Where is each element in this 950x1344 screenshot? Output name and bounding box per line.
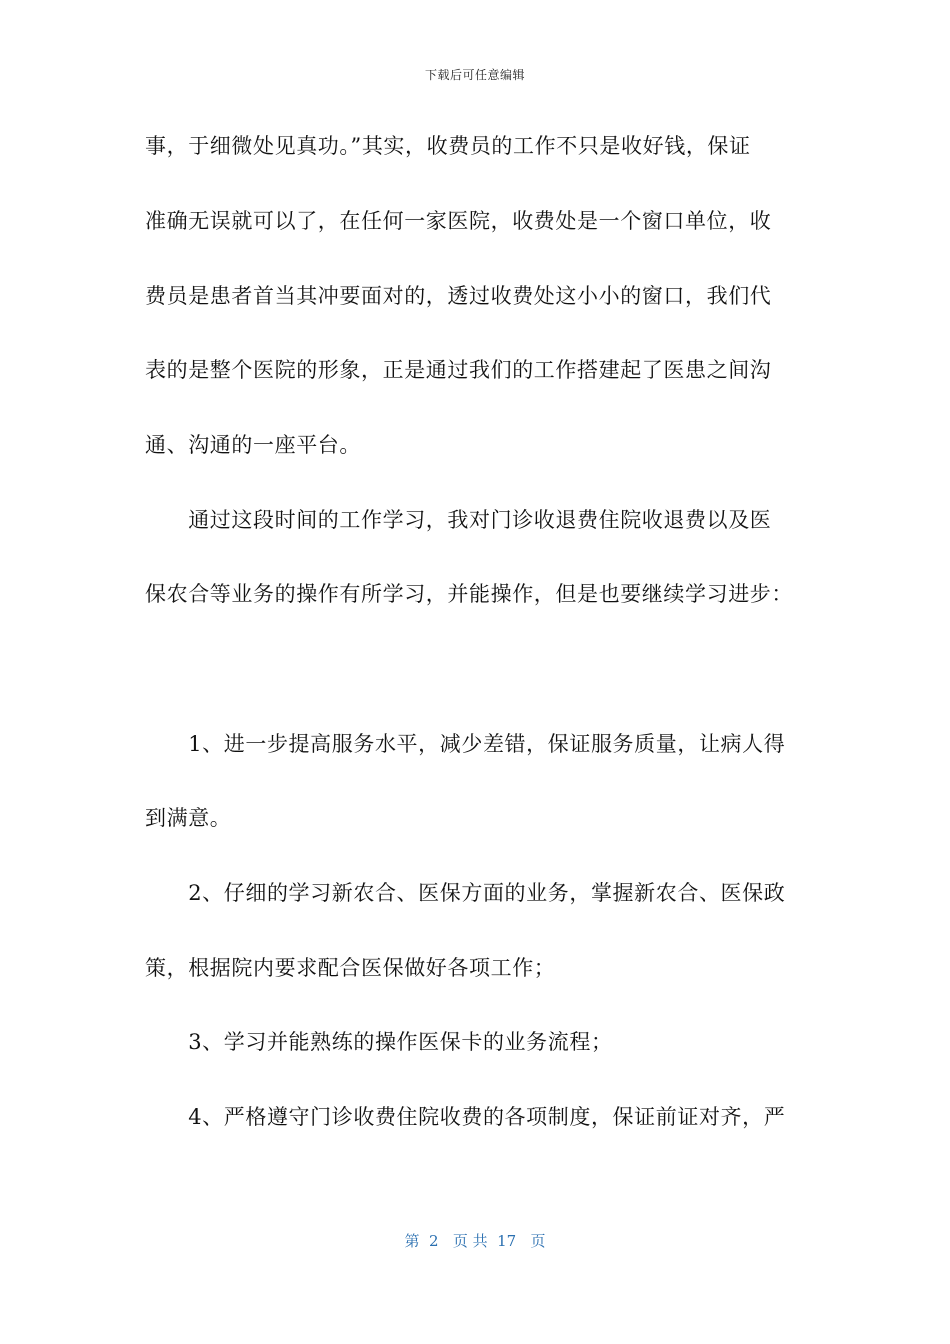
body-line: 3、学习并能熟练的操作医保卡的业务流程；: [145, 1030, 613, 1054]
body-line: 保农合等业务的操作有所学习，并能操作，但是也要继续学习进步：: [145, 582, 793, 606]
body-line: 通过这段时间的工作学习，我对门诊收退费住院收退费以及医: [145, 508, 772, 532]
body-line: 事，于细微处见真功。”其实，收费员的工作不只是收好钱，保证: [145, 134, 751, 158]
body-line: 通、沟通的一座平台。: [145, 433, 361, 457]
body-line: 策，根据院内要求配合医保做好各项工作；: [145, 956, 556, 980]
body-line: 2、仔细的学习新农合、医保方面的业务，掌握新农合、医保政: [145, 881, 786, 905]
page-header: 下载后可任意编辑: [424, 68, 525, 82]
body-line: 1、进一步提高服务水平，减少差错，保证服务质量，让病人得: [145, 732, 786, 756]
body-line: 准确无误就可以了，在任何一家医院，收费处是一个窗口单位，收: [145, 209, 772, 233]
body-line: 4、严格遵守门诊收费住院收费的各项制度，保证前证对齐，严: [145, 1105, 786, 1129]
body-line: 到满意。: [145, 806, 232, 830]
page-footer: 第 2 页 共 17 页: [404, 1232, 546, 1250]
body-line: 费员是患者首当其冲要面对的，透过收费处这小小的窗口，我们代: [145, 284, 772, 308]
body-line: 表的是整个医院的形象，正是通过我们的工作搭建起了医患之间沟: [145, 358, 772, 382]
